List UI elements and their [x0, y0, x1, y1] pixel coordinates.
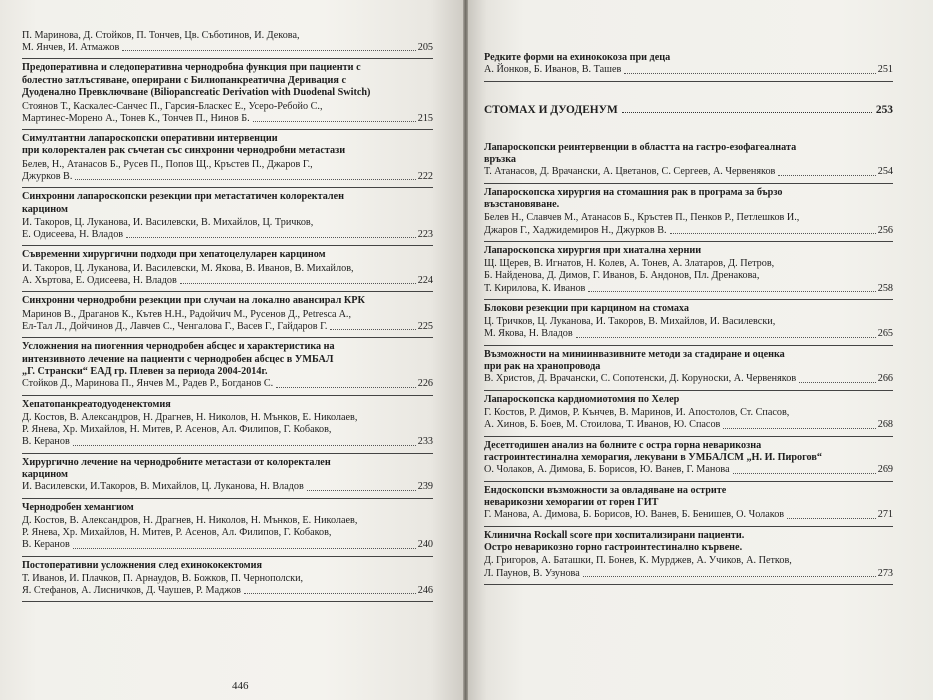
- entry-title: Синхронни лапароскопски резекции при метастатичен колоректален карцином: [22, 191, 345, 215]
- page-number-left: 446: [232, 680, 249, 692]
- toc-list-left: [22, 30, 433, 602]
- dot-leader: [126, 237, 416, 238]
- entry-page-number: 256: [877, 224, 893, 236]
- entry-title: Съвременни хирургични подходи при хепатоцелуларен карцином: [22, 249, 326, 261]
- toc-entry: [22, 133, 433, 183]
- entry-page-line: [22, 171, 433, 183]
- entry-separator: [22, 601, 433, 602]
- left-page: [0, 0, 463, 700]
- entry-separator: [22, 395, 433, 396]
- entry-title: Чернодробен хемангиом: [22, 501, 134, 513]
- entry-page-number: 268: [877, 419, 893, 431]
- entry-title: Лапароскопски реинтервенции в областта на гастро-езофагеалната връзка: [484, 141, 797, 166]
- entry-authors: Д. Костов, В. Александров, Н. Драгнев, Н. Николов, Н. Мънков, Е. Николаев, Р. Янева, Хр. Михайлов, Н. Митев, Р. Асенов, Ал. Филипов, Г. Кобаков,: [22, 411, 358, 436]
- entry-page-number: 224: [417, 275, 433, 287]
- toc-entry: [22, 502, 433, 552]
- dot-leader: [244, 593, 416, 594]
- entry-page-number: 222: [417, 171, 433, 183]
- section-heading: [484, 104, 893, 116]
- entry-page-number: 266: [877, 373, 893, 385]
- entry-authors-last-line: Т. Кирилова, К. Иванов: [484, 282, 586, 294]
- entry-authors-last-line: Джаров Г., Хаджидемиров Н., Джурков В.: [484, 224, 667, 236]
- entry-page-line: [22, 481, 433, 493]
- dot-leader: [73, 548, 416, 549]
- entry-title: Синхронни чернодробни резекции при случаи на локално авансирал КРК: [22, 295, 365, 307]
- dot-leader: [799, 382, 876, 383]
- entry-separator: [22, 245, 433, 246]
- entry-title: Предоперативна и следоперативна чернодробна функция при пациенти с болестно затлъстяване, оперирани с Билиопанкреатична Деривация с Дуоденално Превключване (Biliopancreatic Derivation with Duodenal Switch): [22, 62, 371, 99]
- dot-leader: [723, 428, 875, 429]
- entry-separator: [22, 129, 433, 130]
- entry-page-line: [484, 283, 893, 295]
- entry-title: Усложнения на пиогенния чернодробен абсцес и характеристика на интензивното лечение на пациенти с чернодробен абсцес в УМБАЛ „Г. Странски“ ЕАД гр. Плевен за периода 2004-2014г.: [22, 341, 335, 377]
- entry-authors-last-line: А. Хинов, Б. Боев, М. Стоилова, Т. Иванов, Ю. Спасов: [484, 419, 721, 431]
- entry-title: Лапароскопска кардиомиотомия по Хелер: [484, 393, 680, 405]
- toc-entry: [22, 249, 433, 287]
- entry-separator: [22, 453, 433, 454]
- entry-title: Лапароскопска хирургия на стомашния рак в програма за бързо възстановяване.: [484, 186, 783, 211]
- toc-entry: [22, 341, 433, 390]
- entry-title: Блокови резекции при карцином на стомаха: [484, 302, 689, 314]
- dot-leader: [670, 233, 876, 234]
- toc-entry: [484, 187, 893, 237]
- entry-page-line: [484, 568, 893, 580]
- toc-entry: [22, 457, 433, 494]
- entry-page-number: 233: [417, 436, 433, 448]
- toc-entry: [484, 440, 893, 477]
- entry-authors-last-line: В. Керанов: [22, 436, 70, 448]
- entry-authors: Щ. Щерев, В. Игнатов, Н. Колев, А. Тонев, А. Златаров, Д. Петров, Б. Найденова, Д. Димов, Г. Иванов, Б. Андонов, Пл. Дренакова,: [484, 258, 775, 282]
- entry-separator: [22, 291, 433, 292]
- entry-page-number: 226: [417, 378, 433, 390]
- entry-page-line: [484, 328, 893, 340]
- entry-authors: П. Маринова, Д. Стойков, П. Тончев, Цв. Съботинов, И. Декова,: [22, 30, 300, 41]
- entry-separator: [484, 436, 893, 437]
- entry-page-line: [484, 64, 893, 76]
- dot-leader: [733, 473, 876, 474]
- dot-leader: [624, 73, 875, 74]
- toc-entry: [484, 349, 893, 386]
- entry-authors: А. Йонков, Б. Иванов, В. Ташев: [484, 64, 622, 76]
- dot-leader: [583, 576, 876, 577]
- dot-leader: [122, 50, 415, 51]
- entry-page-number: 273: [877, 567, 893, 579]
- entry-title: Лапароскопска хирургия при хиатална хернии: [484, 244, 702, 256]
- dot-leader: [75, 179, 415, 180]
- dot-leader: [778, 175, 875, 176]
- entry-page-number: 251: [877, 64, 893, 76]
- dot-leader: [180, 283, 416, 284]
- entry-authors: Белев Н., Славчев М., Атанасов Б., Кръстев П., Пенков Р., Петлешков И.,: [484, 212, 800, 224]
- entry-separator: [22, 337, 433, 338]
- entry-separator: [484, 481, 893, 482]
- dot-leader: [73, 445, 416, 446]
- entry-title: Хирургично лечение на чернодробните метастази от колоректален карцином: [22, 456, 331, 480]
- entry-authors: Т. Иванов, И. Плачков, П. Арнаудов, В. Божков, П. Чернополски,: [22, 572, 304, 584]
- entry-page-number: 239: [417, 481, 433, 493]
- entry-separator: [484, 390, 893, 391]
- toc-entry: [22, 560, 433, 598]
- entry-authors: Маринов В., Драганов К., Кътев Н.Н., Радойчич М., Русенов Д., Petresca A.,: [22, 308, 352, 320]
- entry-separator: [484, 299, 893, 300]
- entry-authors-last-line: Джурков В.: [22, 171, 73, 183]
- toc-entry: [22, 62, 433, 125]
- entry-authors-last-line: М. Якова, Н. Владов: [484, 328, 573, 340]
- dot-leader: [307, 490, 416, 491]
- entry-authors: Белев, Н., Атанасов Б., Русев П., Попов Щ., Кръстев П., Джаров Г.,: [22, 158, 313, 170]
- entry-page-number: 223: [417, 229, 433, 241]
- entry-authors-last-line: О. Чолаков, А. Димова, Б. Борисов, Ю. Ванев, Г. Манова: [484, 464, 730, 476]
- entry-page-number: 240: [417, 539, 433, 551]
- entry-separator: [484, 526, 893, 527]
- entry-authors-last-line: Ел-Тал Л., Дойчинов Д., Лавчев С., Ченгалова Г., Васев Г., Гайдаров Г.: [22, 320, 328, 332]
- dot-leader: [622, 112, 872, 113]
- toc-entry: [484, 52, 893, 77]
- entry-page-line: [22, 229, 433, 241]
- toc-entry: [484, 485, 893, 522]
- entry-page-line: [22, 113, 433, 125]
- toc-entry: [484, 303, 893, 341]
- toc-entry: [484, 394, 893, 432]
- entry-separator: [484, 584, 893, 585]
- entry-separator: [22, 498, 433, 499]
- entry-authors-last-line: Л. Паунов, В. Узунова: [484, 567, 580, 579]
- entry-title: Клинична Rockall score при хоспитализирани пациенти. Остро неварикозно горно гастроинтестинално кървене.: [484, 529, 745, 553]
- entry-authors: Стоянов Т., Каскалес-Санчес П., Гарсия-Бласкес Е., Усеро-Ребойо С.,: [22, 100, 323, 112]
- entry-authors-last-line: А. Хъртова, Е. Одисеева, Н. Владов: [22, 275, 177, 287]
- dot-leader: [330, 329, 415, 330]
- toc-entry: [22, 295, 433, 333]
- toc-entry: [484, 530, 893, 580]
- dot-leader: [588, 291, 875, 292]
- entry-separator: [22, 187, 433, 188]
- entry-title: Постоперативни усложнения след ехинококектомия: [22, 559, 262, 571]
- toc-entry: [484, 245, 893, 295]
- entry-authors-last-line: Я. Стефанов, А. Лисничков, Д. Чаушев, Р. Маджов: [22, 585, 241, 597]
- toc-list-right: [484, 142, 893, 585]
- entry-page-line: [22, 275, 433, 287]
- section-page-number: 253: [875, 103, 893, 116]
- entry-separator: [484, 241, 893, 242]
- dot-leader: [787, 518, 876, 519]
- section-title: СТОМАХ И ДУОДЕНУМ: [484, 103, 618, 116]
- entry-authors-last-line: В. Христов, Д. Врачански, С. Сопотенски, Д. Коруноски, А. Червеняков: [484, 373, 797, 385]
- entry-authors: Д. Костов, В. Александров, Н. Драгнев, Н. Николов, Н. Мънков, Е. Николаев, Р. Янева, Хр. Михайлов, Н. Митев, Р. Асенов, Ал. Филипов, Г. Кобаков,: [22, 514, 358, 539]
- entry-page-line: [484, 509, 893, 521]
- entry-page-line: [22, 539, 433, 551]
- entry-page-line: [22, 585, 433, 597]
- entry-separator: [484, 81, 893, 82]
- right-page: [468, 0, 933, 700]
- entry-page-number: 258: [877, 282, 893, 294]
- entry-title: Ендоскопски възможности за овладяване на острите неварикозни хеморагии от горен ГИТ: [484, 484, 727, 508]
- dot-leader: [576, 337, 876, 338]
- entry-separator: [22, 556, 433, 557]
- entry-title: Възможности на миниинвазивните методи за стадиране и оценка при рак на хранопровода: [484, 348, 785, 373]
- entry-authors-last-line: Г. Манова, А. Димова, Б. Борисов, Ю. Ванев, Б. Бенишев, О. Чолаков: [484, 509, 785, 521]
- entry-page-number: 269: [877, 464, 893, 476]
- entry-authors: Д. Григоров, А. Баташки, П. Бонев, К. Мурджев, А. Учиков, А. Петков,: [484, 555, 792, 567]
- entry-authors: И. Такоров, Ц. Луканова, И. Василевски, М. Якова, В. Иванов, В. Михайлов,: [22, 262, 354, 274]
- entry-title: Симултантни лапароскопски оперативни интервенции при колоректален рак съчетан със синхронни чернодробни метастази: [22, 133, 346, 157]
- entry-page-number: 205: [417, 42, 433, 54]
- entry-page-number: 265: [877, 328, 893, 340]
- entry-title: Десетгодишен анализ на болните с остра горна неварикозна гастроинтестинална хеморагия, лекувани в УМБАЛСМ „Н. И. Пирогов“: [484, 439, 822, 463]
- entry-page-line: [22, 436, 433, 448]
- entry-authors-last-line: Е. Одисеева, Н. Владов: [22, 229, 124, 241]
- entry-authors-last-line: В. Керанов: [22, 539, 70, 551]
- entry-authors: Г. Костов, Р. Димов, Р. Кънчев, В. Маринов, И. Апостолов, Ст. Спасов,: [484, 407, 790, 419]
- toc-entry: [22, 30, 433, 54]
- entry-authors-last-line: М. Янчев, И. Атмажов: [22, 42, 120, 54]
- entry-separator: [484, 345, 893, 346]
- entry-authors-last-line: Мартинес-Морено А., Тонев К., Тончев П., Нинов Б.: [22, 112, 250, 124]
- entry-page-line: [484, 225, 893, 237]
- entry-title: Хепатопанкреатодуоденектомия: [22, 398, 171, 410]
- dot-leader: [253, 121, 416, 122]
- entry-page-number: 246: [417, 585, 433, 597]
- toc-entry: [22, 399, 433, 449]
- entry-authors-last-line: Т. Атанасов, Д. Врачански, А. Цветанов, С. Сергеев, А. Червеняков: [484, 166, 776, 178]
- entry-page-line: [484, 373, 893, 385]
- dot-leader: [276, 387, 416, 388]
- entry-authors-last-line: Стойков Д., Маринова П., Янчев М., Радев Р., Богданов С.: [22, 378, 274, 390]
- entry-separator: [484, 183, 893, 184]
- entry-authors: И. Такоров, Ц. Луканова, И. Василевски, В. Михайлов, Ц. Тричков,: [22, 217, 314, 229]
- entry-authors-last-line: И. Василевски, И.Такоров, В. Михайлов, Ц. Луканова, Н. Владов: [22, 481, 304, 493]
- entry-page-number: 225: [417, 320, 433, 332]
- entry-page-number: 254: [877, 166, 893, 178]
- toc-entry: [484, 142, 893, 179]
- toc-entry: [22, 191, 433, 241]
- entry-authors: Ц. Тричков, Ц. Луканова, И. Такоров, В. Михайлов, И. Василевски,: [484, 316, 776, 328]
- entry-separator: [22, 58, 433, 59]
- entry-title: Редките форми на ехинококоза при деца: [484, 52, 671, 63]
- entry-page-number: 215: [417, 112, 433, 124]
- entry-page-line: [484, 419, 893, 431]
- entry-page-number: 271: [877, 509, 893, 521]
- entry-page-line: [484, 166, 893, 178]
- entry-page-line: [484, 464, 893, 476]
- entry-page-line: [22, 42, 433, 54]
- entry-page-line: [22, 378, 433, 390]
- entry-page-line: [22, 321, 433, 333]
